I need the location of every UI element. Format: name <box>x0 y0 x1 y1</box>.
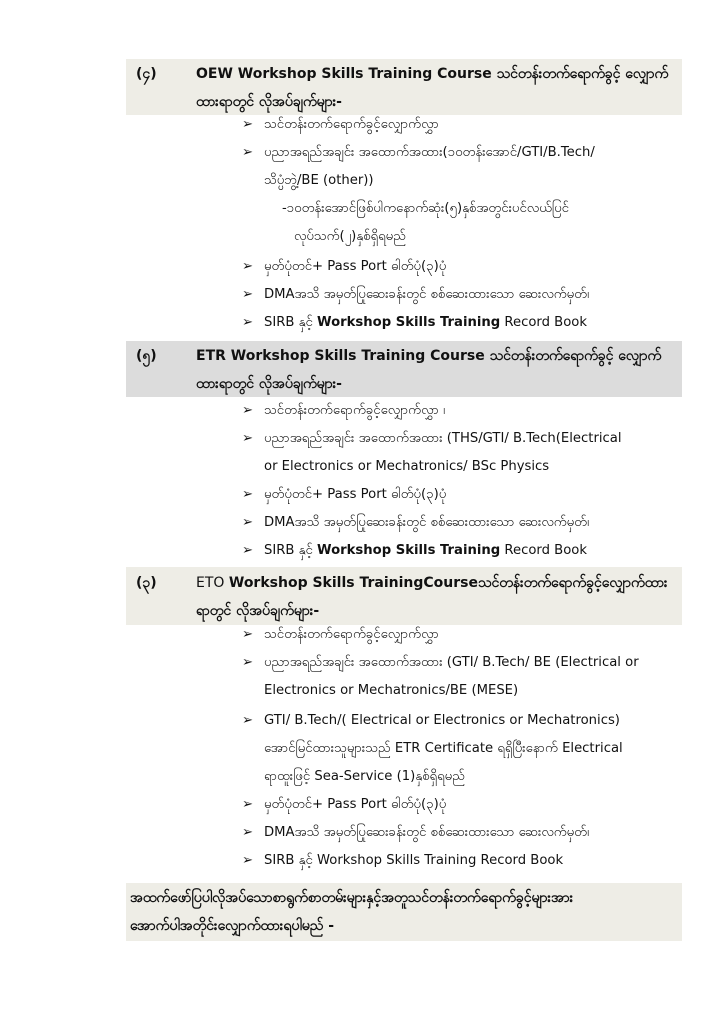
arrow-bullet-icon: ➢ <box>242 145 254 160</box>
record-book-label: Record Book <box>504 315 587 330</box>
list-item-text: မှတ်ပုံတင်+ Pass Port ဓါတ်ပုံ(၃)ပုံ <box>264 797 447 812</box>
list-item-text: ပညာအရည်အချင်း အထောက်အထား (GTI/ B.Tech/ BE (Electrical or <box>264 655 639 670</box>
eto-label: ETO <box>196 575 229 591</box>
footer-note <box>126 883 682 941</box>
section-4-header <box>126 59 682 115</box>
arrow-bullet-icon: ➢ <box>242 487 254 502</box>
list-item-text: သင်တန်းတက်ရောက်ခွင့်လျှောက်လွှာ <box>264 627 439 642</box>
sub-note-line2: လုပ်သက်(၂)နှစ်ရှိရမည် <box>294 229 406 244</box>
list-item-text: သင်တန်းတက်ရောက်ခွင့်လျှောက်လွှာ <box>264 117 439 132</box>
list-item-continuation: ရာထူးဖြင့် Sea-Service (1)နှစ်ရှိရမည် <box>264 769 465 784</box>
list-item-continuation: or Electronics or Mechatronics/ BSc Physics <box>264 459 550 474</box>
section-eto-title-bold: Workshop Skills TrainingCourseသင်တန်းတက်ရောက်ခွင့်လျှောက်ထား <box>228 575 668 591</box>
list-item-continuation: သိပ္ပံဘွဲ့/BE (other)) <box>264 173 374 188</box>
arrow-bullet-icon: ➢ <box>242 287 254 302</box>
section-eto-title <box>196 569 676 625</box>
arrow-bullet-icon: ➢ <box>242 627 254 642</box>
list-item-text: GTI/ B.Tech/( Electrical or Electronics or Mechatronics) <box>264 713 620 728</box>
list-item-text: ပညာအရည်အချင်း အထောက်အထား (THS/GTI/ B.Tech(Electrical <box>264 431 622 446</box>
workshop-skills-bold: Workshop Skills Training <box>317 543 501 558</box>
sirb-label: SIRB နှင့် <box>264 315 313 330</box>
section-4-number: (၄) <box>136 66 157 82</box>
section-5-title <box>196 342 676 398</box>
sirb-label: SIRB နှင့် <box>264 543 313 558</box>
section-4-title-line1: OEW Workshop Skills Training Course သင်တန်းတက်ရောက်ခွင့် လျှောက် <box>196 66 669 82</box>
section-5-number: (၅) <box>136 348 157 364</box>
list-item-continuation: အောင်မြင်ထားသူများသည် ETR Certificate ရရှိပြီးနောက် Electrical <box>264 741 623 756</box>
arrow-bullet-icon: ➢ <box>242 403 254 418</box>
section-5-title-line1: ETR Workshop Skills Training Course သင်တန်းတက်ရောက်ခွင့် လျှောက် <box>196 348 662 364</box>
sub-note-line1: -၁၀တန်းအောင်ဖြစ်ပါကနောက်ဆုံး(၅)နှစ်အတွင်းပင်လယ်ပြင် <box>282 201 569 216</box>
footer-line2: အောက်ပါအတိုင်းလျှောက်ထားရပါမည် - <box>130 918 335 934</box>
section-4-title <box>196 60 676 116</box>
section-5-header <box>126 341 682 397</box>
arrow-bullet-icon: ➢ <box>242 431 254 446</box>
list-item-text: မှတ်ပုံတင်+ Pass Port ဓါတ်ပုံ(၃)ပုံ <box>264 487 447 502</box>
list-item-text: DMAအသိ အမှတ်ပြုဆေးခန်းတွင် စစ်ဆေးထားသော ဆေးလက်မှတ်၊ <box>264 825 590 840</box>
section-4-title-line2: ထားရာတွင် လိုအပ်ချက်များ- <box>196 94 342 110</box>
section-eto-header <box>126 567 682 625</box>
arrow-bullet-icon: ➢ <box>242 515 254 530</box>
section-eto-title-line1 <box>196 569 676 597</box>
section-eto-number: (၃) <box>136 575 157 591</box>
arrow-bullet-icon: ➢ <box>242 315 254 330</box>
list-item-text: DMAအသိ အမှတ်ပြုဆေးခန်းတွင် စစ်ဆေးထားသော ဆေးလက်မှတ်၊ <box>264 287 590 302</box>
arrow-bullet-icon: ➢ <box>242 853 254 868</box>
section-eto-title-line2: ရာတွင် လိုအပ်ချက်များ- <box>196 603 320 619</box>
list-item-text <box>264 309 682 337</box>
list-item-text: DMAအသိ အမှတ်ပြုဆေးခန်းတွင် စစ်ဆေးထားသော ဆေးလက်မှတ်၊ <box>264 515 590 530</box>
arrow-bullet-icon: ➢ <box>242 797 254 812</box>
arrow-bullet-icon: ➢ <box>242 259 254 274</box>
footer-line1: အထက်ဖော်ပြပါလိုအပ်သောစာရွက်စာတမ်းများနှင့်အတူသင်တန်းတက်ရောက်ခွင့်များအား <box>130 890 574 906</box>
section-5-title-line2: ထားရာတွင် လိုအပ်ချက်များ- <box>196 376 342 392</box>
list-item-text <box>264 537 682 565</box>
footer-text <box>130 884 678 940</box>
list-item-text: ပညာအရည်အချင်း အထောက်အထား(၁၀တန်းအောင်/GTI/B.Tech/ <box>264 145 595 160</box>
workshop-skills-bold: Workshop Skills Training <box>317 315 501 330</box>
arrow-bullet-icon: ➢ <box>242 117 254 132</box>
list-item-text: သင်တန်းတက်ရောက်ခွင့်လျှောက်လွှာ ၊ <box>264 403 446 418</box>
arrow-bullet-icon: ➢ <box>242 655 254 670</box>
arrow-bullet-icon: ➢ <box>242 713 254 728</box>
list-item-text: မှတ်ပုံတင်+ Pass Port ဓါတ်ပုံ(၃)ပုံ <box>264 259 447 274</box>
list-item-continuation: Electronics or Mechatronics/BE (MESE) <box>264 683 519 698</box>
list-item-text: SIRB နှင့် Workshop Skills Training Record Book <box>264 853 564 868</box>
arrow-bullet-icon: ➢ <box>242 825 254 840</box>
arrow-bullet-icon: ➢ <box>242 543 254 558</box>
record-book-label: Record Book <box>504 543 587 558</box>
